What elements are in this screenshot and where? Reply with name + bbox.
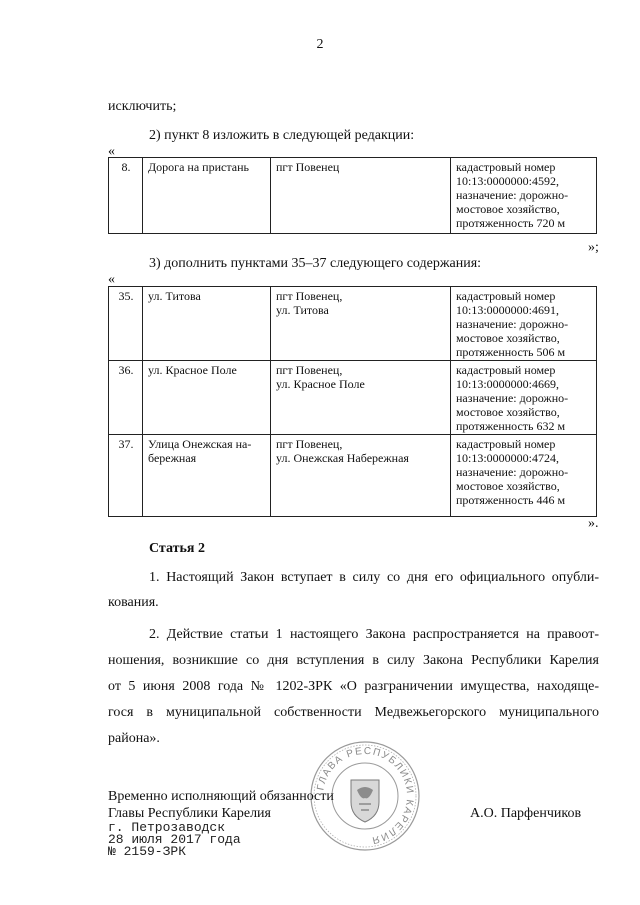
row-description-line: 10:13:0000000:4691, (456, 303, 560, 317)
row-location-cell (271, 361, 451, 435)
table-row (109, 361, 597, 435)
row-description-line: протяженность 632 м (456, 419, 566, 433)
article-2-p2-line: ношения, возникшие со дня вступления в силу Закона Республики Карелия (108, 653, 599, 668)
row-description-line: протяженность 720 м (456, 216, 566, 230)
signatory-name: А.О. Парфенчиков (470, 806, 582, 821)
page-number: 2 (316, 37, 324, 52)
item-2-text: 2) пункт 8 изложить в следующей редакции: (149, 128, 415, 143)
close-quote-2: ». (588, 516, 599, 531)
table-row (109, 435, 597, 517)
row-location-line: пгт Повенец, (276, 437, 343, 451)
article-2-p2-line: от 5 июня 2008 года № 1202-ЗРК «О разграничении имущества, находяще- (108, 679, 599, 694)
row-number-cell: 37. (109, 435, 143, 517)
open-quote-1: « (108, 144, 115, 159)
article-2-p2-line: гося в муниципальной собственности Медвежьегорского муниципального (108, 705, 599, 720)
open-quote-2: « (108, 272, 115, 287)
row-location-line: пгт Повенец, (276, 363, 343, 377)
row-number-cell: 35. (109, 287, 143, 361)
row-description-line: кадастровый номер (456, 160, 556, 174)
signatory-title-line-2: Главы Республики Карелия (108, 806, 271, 821)
row-description-line: протяженность 506 м (456, 345, 566, 359)
row-description-line: протяженность 446 м (456, 493, 566, 507)
close-quote-1: »; (588, 240, 599, 255)
row-description-cell (451, 158, 597, 234)
row-number-cell: 8. (109, 158, 143, 234)
article-2-p2-line: 2. Действие статьи 1 настоящего Закона распространяется на правоот- (149, 627, 599, 642)
stamp-date: 28 июля 2017 года (108, 832, 241, 847)
article-2-paragraph-1 (108, 570, 599, 611)
row-description-line: назначение: дорожно- (456, 188, 569, 202)
row-name-cell (143, 361, 271, 435)
row-description-line: мостовое хозяйство, (456, 202, 560, 216)
exclude-line: исключить; (108, 99, 177, 114)
row-description-line: кадастровый номер (456, 437, 556, 451)
row-name-line: Улица Онежская на- (148, 437, 252, 451)
row-name-line: ул. Титова (148, 289, 201, 303)
signatory-title-line-1: Временно исполняющий обязанности (108, 789, 334, 804)
row-location-line: ул. Онежская Набережная (276, 451, 409, 465)
stamp-city: г. Петрозаводск (108, 820, 226, 835)
table-item-8 (108, 157, 597, 234)
row-location-line: ул. Красное Поле (276, 377, 365, 391)
table-items-35-37 (108, 286, 597, 517)
row-description-line: кадастровый номер (456, 363, 556, 377)
table-row (109, 158, 597, 234)
row-name-cell (143, 435, 271, 517)
item-3-text: 3) дополнить пунктами 35–37 следующего содержания: (149, 256, 482, 271)
row-number-cell: 36. (109, 361, 143, 435)
row-description-cell (451, 287, 597, 361)
table-row (109, 287, 597, 361)
article-2-p2-line: района». (108, 731, 160, 746)
row-description-line: назначение: дорожно- (456, 465, 569, 479)
row-description-cell (451, 361, 597, 435)
row-location-line: ул. Титова (276, 303, 329, 317)
row-description-line: назначение: дорожно- (456, 317, 569, 331)
article-2-p1-line: 1. Настоящий Закон вступает в силу со дня его официального опубли- (149, 570, 599, 585)
row-location-line: пгт Повенец (276, 160, 340, 174)
seal-text: ГЛАВА РЕСПУБЛИКИ КАРЕЛИЯ (315, 745, 416, 846)
row-location-cell (271, 158, 451, 234)
row-description-line: мостовое хозяйство, (456, 331, 560, 345)
row-name-cell (143, 158, 271, 234)
row-location-cell (271, 435, 451, 517)
article-2-paragraph-2 (108, 627, 599, 747)
row-description-line: мостовое хозяйство, (456, 405, 560, 419)
row-name-cell (143, 287, 271, 361)
row-description-cell (451, 435, 597, 517)
stamp-number: № 2159-ЗРК (108, 844, 187, 859)
row-name-line: бережная (148, 451, 197, 465)
row-name-line: Дорога на пристань (148, 160, 249, 174)
row-description-line: кадастровый номер (456, 289, 556, 303)
row-location-cell (271, 287, 451, 361)
row-name-line: ул. Красное Поле (148, 363, 237, 377)
row-description-line: 10:13:0000000:4669, (456, 377, 560, 391)
article-2-p1-line: кования. (108, 595, 159, 610)
row-description-line: назначение: дорожно- (456, 391, 569, 405)
row-location-line: пгт Повенец, (276, 289, 343, 303)
row-description-line: мостовое хозяйство, (456, 479, 560, 493)
row-description-line: 10:13:0000000:4724, (456, 451, 560, 465)
article-2-title: Статья 2 (149, 541, 205, 556)
row-description-line: 10:13:0000000:4592, (456, 174, 560, 188)
